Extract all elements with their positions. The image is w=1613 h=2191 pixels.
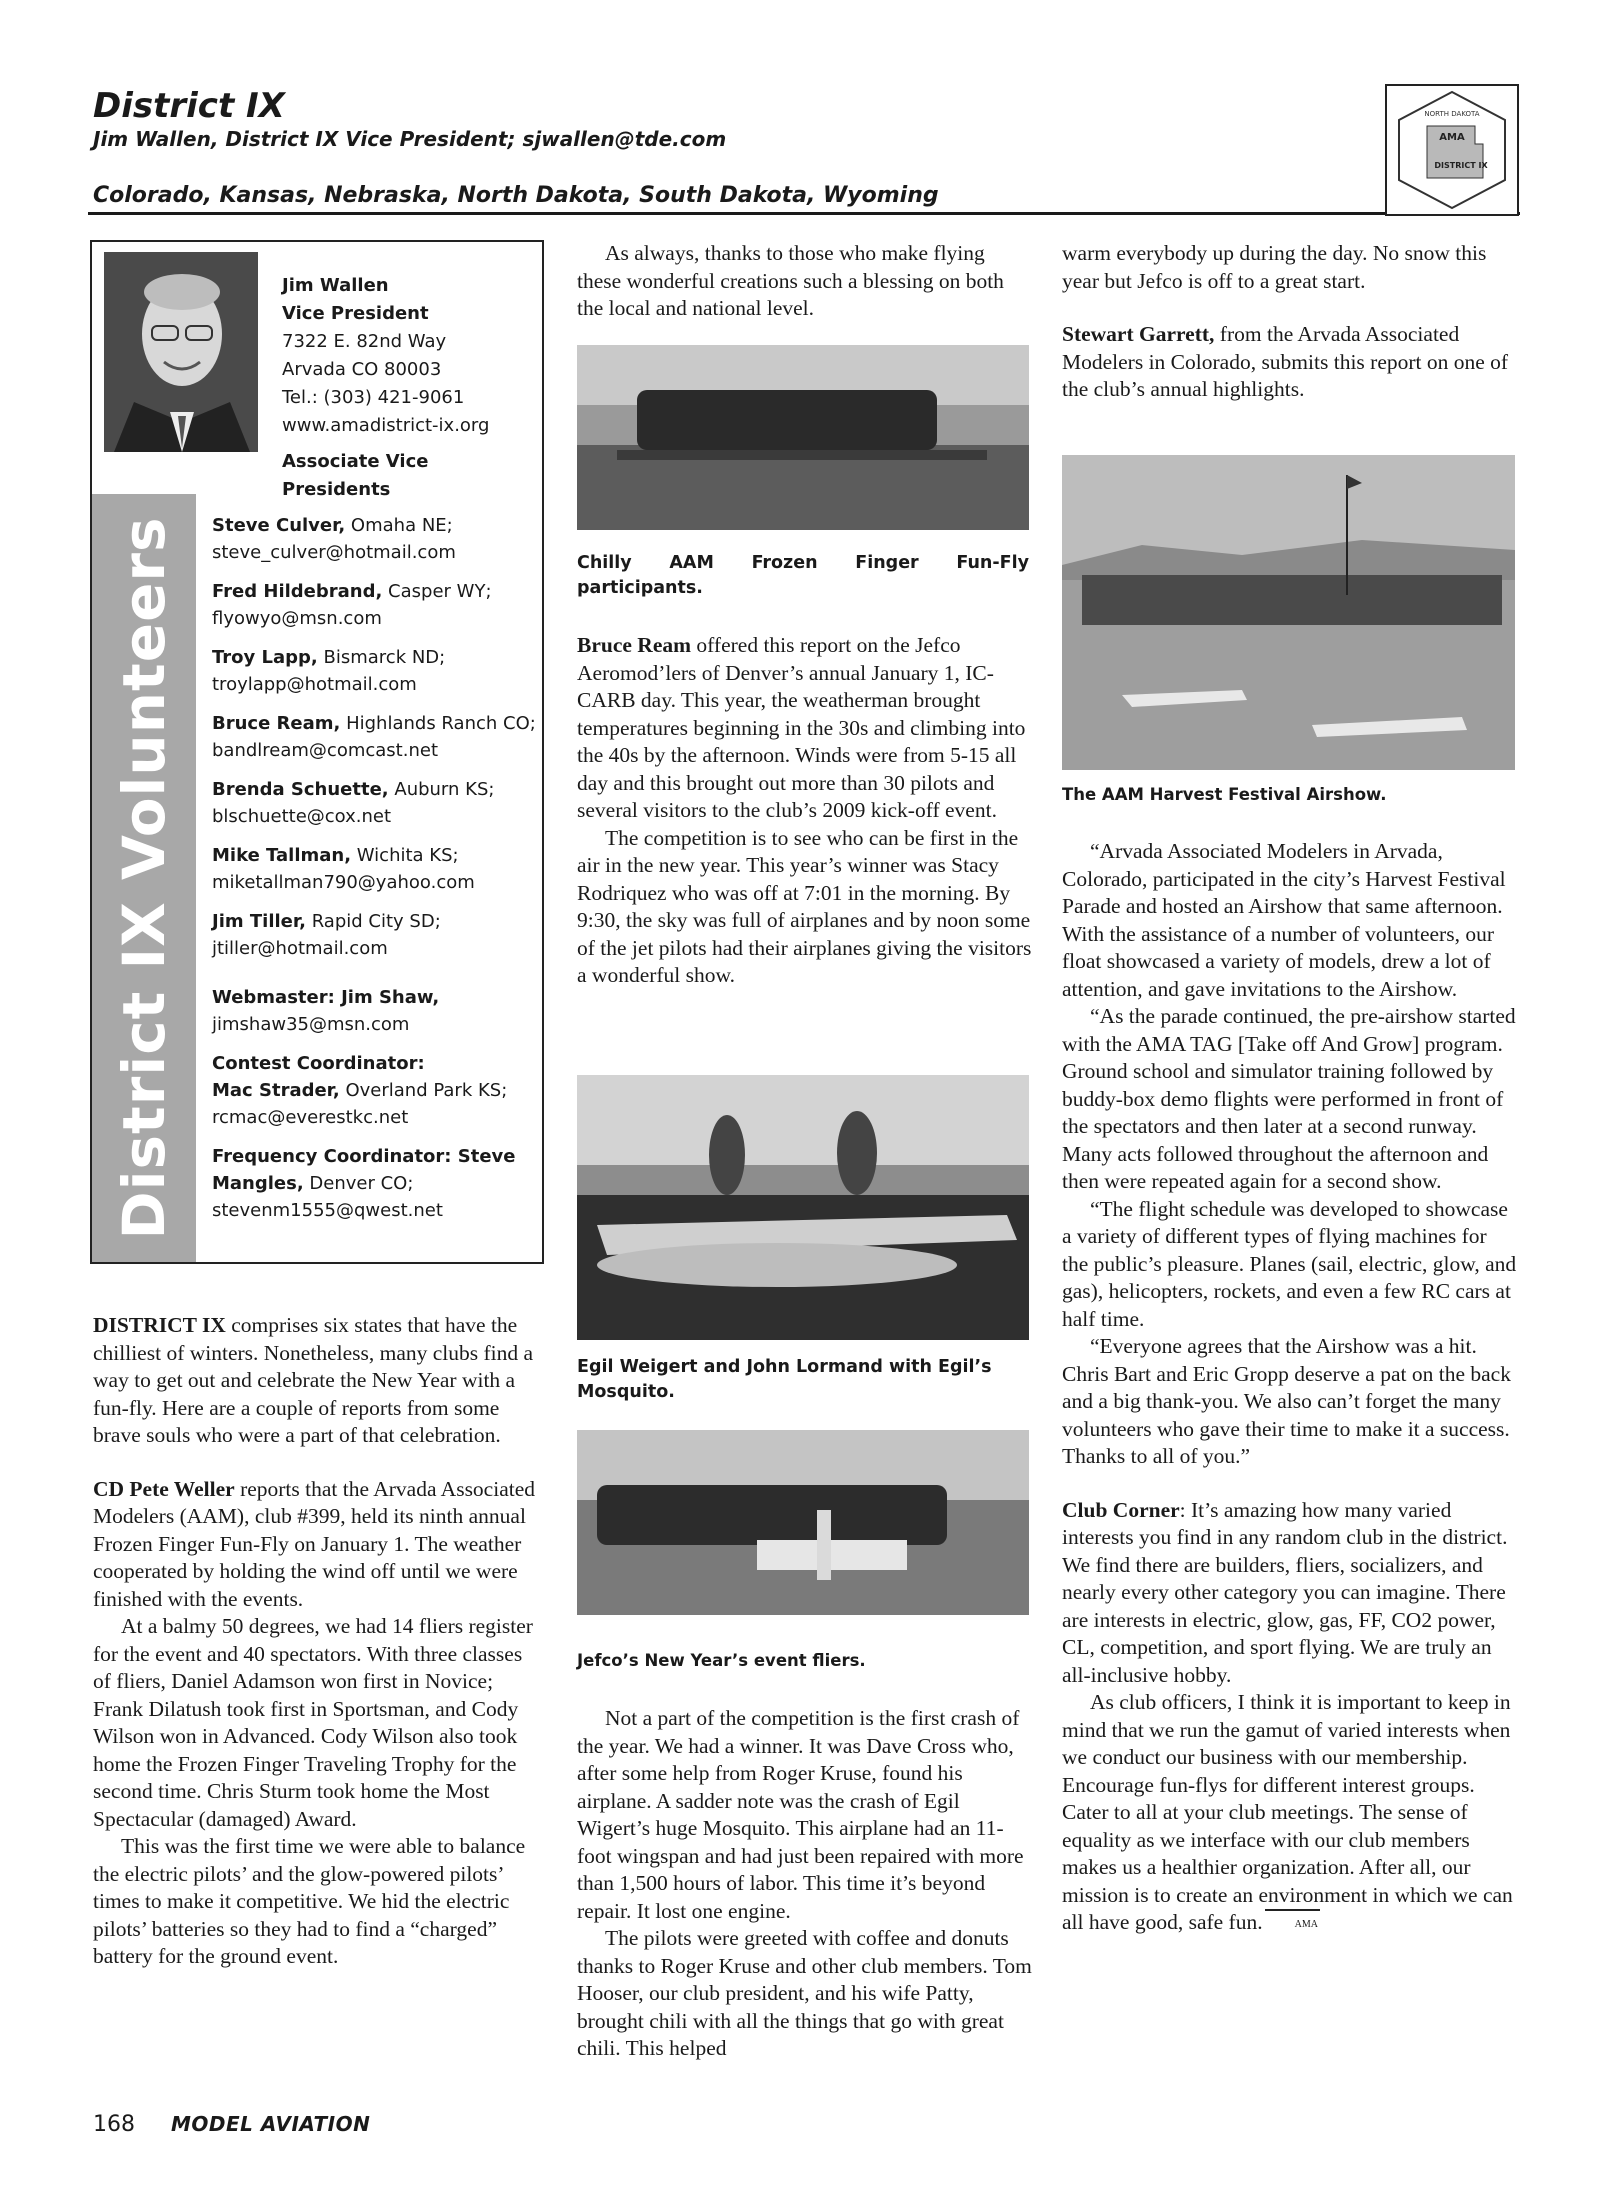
logo-top-text: NORTH DAKOTA — [1424, 110, 1480, 118]
volunteers-box — [90, 240, 544, 1264]
caption-jefco-fliers: Jefco’s New Year’s event fliers. — [577, 1651, 866, 1670]
vp-phone: Tel.: (303) 421-9061 — [282, 387, 465, 408]
paragraph — [93, 1476, 543, 1614]
paragraph — [1062, 321, 1517, 404]
caption-harvest-airshow: The AAM Harvest Festival Airshow. — [1062, 785, 1387, 804]
volunteer-entry — [212, 776, 537, 830]
district-map-logo-icon — [1387, 86, 1517, 214]
page-footer — [93, 2112, 370, 2137]
volunteer-name: Steve Culver, — [212, 515, 346, 536]
volunteers-sidebar-label: District IX Volunteers — [110, 516, 178, 1240]
volunteer-name: Jim Tiller, — [212, 911, 306, 932]
header-rule — [88, 212, 1378, 215]
paragraph: The competition is to see who can be first in the air in the new year. This year’s winner was Stacy Rodriquez who was off at 7:01 in the morning. By 9:30, the sky was full of airplanes and by noon some of the jet pilots had their airplanes giving the visitors a wonderful show. — [577, 825, 1032, 987]
column-2-intro — [577, 240, 1032, 323]
volunteer-entry — [212, 512, 537, 566]
volunteer-email-link[interactable]: miketallman790@yahoo.com — [212, 872, 475, 893]
caption-mosquito: Egil Weigert and John Lormand with Egil’s Mosquito. — [577, 1357, 992, 1402]
ama-end-mark-icon: AMA — [1265, 1909, 1320, 1939]
paragraph: “As the parade continued, the pre-airshow started with the AMA TAG [Take off And Grow] program. Ground school and simulator training followed by buddy-box demo flights were performed in front of the spectators and then later at a second runway. Many acts followed throughout the afternoon and then were repeated again for a second show. — [1062, 1004, 1516, 1193]
associate-vp-heading: Associate Vice Presidents — [282, 451, 429, 500]
frequency-coordinator-email-link[interactable]: stevenm1555@qwest.net — [212, 1200, 443, 1221]
webmaster-email-link[interactable]: jimshaw35@msn.com — [212, 1014, 410, 1035]
photo-mosquito — [577, 1075, 1029, 1340]
volunteer-list — [212, 512, 537, 1236]
volunteer-email-link[interactable]: bandlream@comcast.net — [212, 740, 439, 761]
paragraph-text: from the Arvada Associated Modelers in Colorado, submits this report on one of the club’s annual highlights. — [1062, 322, 1509, 401]
lead-in: CD Pete Weller — [93, 1476, 235, 1501]
contest-coordinator-label: Contest Coordinator: — [212, 1053, 425, 1074]
webmaster-entry — [212, 984, 537, 1038]
column-3-intro — [1062, 240, 1517, 404]
volunteer-location: Highlands Ranch CO; — [340, 713, 536, 734]
webmaster-label: Webmaster: Jim Shaw, — [212, 987, 440, 1008]
paragraph-text: reports that the Arvada Associated Modelers (AAM), club #399, held its ninth annual Frozen Finger Fun-Fly on January 1. The weather cooperated by holding the wind off until we were finished with the events. — [93, 1476, 536, 1611]
paragraph — [1062, 1689, 1517, 1939]
vp-name: Jim Wallen — [282, 275, 389, 296]
paragraph: “Arvada Associated Modelers in Arvada, Colorado, participated in the city’s Harvest Festival Parade and hosted an Airshow that same afternoon. With the assistance of a number of volunteers, our float showcased a variety of models, drew a lot of attention, and gave invitations to the Airshow. — [1062, 839, 1506, 1001]
vp-title: Vice President — [282, 303, 429, 324]
volunteer-location: Auburn KS; — [388, 779, 495, 800]
lead-in: Bruce Ream — [577, 633, 692, 657]
paragraph-text: offered this report on the Jefco Aeromod’lers of Denver’s annual January 1, IC-CARB day. This year, the weatherman brought temperatures beginning in the 30s and climbing into the 40s by the afternoon. Winds were from 5-15 all day and this brought out more than 30 pilots and several visitors to the club’s 2009 kick-off event. — [577, 633, 1026, 822]
volunteer-location: Casper WY; — [382, 581, 492, 602]
frequency-coordinator-label: Frequency Coordinator: Steve — [212, 1146, 516, 1167]
volunteer-entry — [212, 908, 537, 962]
volunteer-email-link[interactable]: steve_culver@hotmail.com — [212, 542, 456, 563]
paragraph: “The flight schedule was developed to showcase a variety of different types of flying machines for the public’s pleasure. Planes (sail, electric, glow, and gas), helicopters, rockets, and even a few RC cars at half time. — [1062, 1196, 1517, 1331]
volunteer-name: Brenda Schuette, — [212, 779, 389, 800]
frequency-coordinator-location: Denver CO; — [303, 1173, 414, 1194]
volunteer-name: Fred Hildebrand, — [212, 581, 383, 602]
lead-in: DISTRICT IX — [93, 1313, 226, 1337]
column-1-text — [93, 1312, 543, 1971]
paragraph — [577, 632, 1032, 825]
paragraph: “Everyone agrees that the Airshow was a hit. Chris Bart and Eric Gropp deserve a pat on the back and a big thank-you. We also can’t forget the many volunteers who gave their time to make it a success. Thanks to all of you.” — [1062, 1334, 1511, 1468]
caption-frozen-finger: Chilly AAM Frozen Finger Fun-Fly participants. — [577, 553, 1029, 598]
vp-address-line2: Arvada CO 80003 — [282, 359, 442, 380]
volunteers-sidebar — [92, 494, 196, 1262]
volunteer-location: Rapid City SD; — [305, 911, 441, 932]
district-logo — [1385, 84, 1519, 216]
page-number: 168 — [93, 2112, 135, 2137]
vice-president-photo — [104, 252, 258, 452]
airshow-photo-icon — [1062, 455, 1515, 770]
column-2-body-continued — [577, 1705, 1032, 2063]
logo-district-text: DISTRICT IX — [1434, 161, 1488, 170]
volunteer-name: Bruce Ream, — [212, 713, 341, 734]
paragraph: This was the first time we were able to balance the electric pilots’ and the glow-powered pilots’ times to make it competitive. We hid the electric pilots’ batteries so they had to find a “charged” battery for the ground event. — [93, 1834, 526, 1968]
group-photo-icon — [577, 345, 1029, 530]
paragraph: The pilots were greeted with coffee and donuts thanks to Roger Kruse and other club members. Tom Hooser, our club president, and his wife Patty, brought chili with all the things that go with great chili. This helped — [577, 1926, 1032, 2060]
photo-harvest-airshow — [1062, 455, 1515, 770]
lead-in: Club Corner — [1062, 1497, 1180, 1522]
volunteer-entry — [212, 842, 537, 896]
volunteer-email-link[interactable]: flyowyo@msn.com — [212, 608, 382, 629]
paragraph: As always, thanks to those who make flying these wonderful creations such a blessing on both the local and national level. — [577, 241, 1004, 320]
airplane-photo-icon — [577, 1075, 1029, 1340]
paragraph — [1062, 1497, 1517, 1690]
paragraph: At a balmy 50 degrees, we had 14 fliers register for the event and 40 spectators. With three classes of fliers, Daniel Adamson won first in Novice; Frank Dilatush took first in Sportsman, and Cody Wilson won in Advanced. Cody Wilson also took home the Frozen Finger Traveling Trophy for the second time. Chris Sturm took home the Most Spectacular (damaged) Award. — [93, 1614, 533, 1831]
volunteer-email-link[interactable]: troylapp@hotmail.com — [212, 674, 417, 695]
volunteer-entry — [212, 710, 537, 764]
logo-ama-text: AMA — [1439, 132, 1465, 143]
frequency-coordinator-entry — [212, 1143, 537, 1224]
paragraph: Not a part of the competition is the first crash of the year. We had a winner. It was Dave Cross who, after some help from Roger Kruse, found his airplane. A sadder note was the crash of Egil Wigert’s huge Mosquito. This airplane had an 11-foot wingspan and had just been repaired with more than 1,500 hours of labor. This time it’s beyond repair. It lost one engine. — [577, 1706, 1024, 1923]
volunteer-location: Omaha NE; — [345, 515, 453, 536]
contest-coordinator-email-link[interactable]: rcmac@everestkc.net — [212, 1107, 409, 1128]
volunteer-name: Troy Lapp, — [212, 647, 318, 668]
lead-in: Stewart Garrett, — [1062, 322, 1215, 346]
volunteer-email-link[interactable]: jtiller@hotmail.com — [212, 938, 388, 959]
page-title: District IX — [93, 86, 285, 126]
volunteer-entry — [212, 578, 537, 632]
paragraph — [93, 1312, 543, 1450]
district-states: Colorado, Kansas, Nebraska, North Dakota, South Dakota, Wyoming — [93, 183, 939, 208]
photo-jefco-fliers — [577, 1430, 1029, 1615]
magazine-name: MODEL AVIATION — [171, 2112, 371, 2136]
column-2-body — [577, 632, 1032, 990]
vice-president-line: Jim Wallen, District IX Vice President; sjwallen@tde.com — [93, 127, 727, 151]
frequency-coordinator-name: Mangles, — [212, 1173, 304, 1194]
volunteer-name: Mike Tallman, — [212, 845, 352, 866]
vp-address-line1: 7322 E. 82nd Way — [282, 331, 447, 352]
contest-coordinator-entry — [212, 1050, 537, 1131]
contest-coordinator-location: Overland Park KS; — [339, 1080, 508, 1101]
paragraph-text: As club officers, I think it is important to keep in mind that we run the gamut of varied interests when we conduct our business with our membership. Encourage fun-flys for different interest groups. Cater to all at your club meetings. The sense of equality as we interface with our club members makes us a healthier organization. After all, our mission is to create an environment in which we can all have good, safe fun. — [1062, 1690, 1513, 1934]
volunteer-location: Bismarck ND; — [317, 647, 446, 668]
portrait-icon — [104, 252, 258, 452]
vice-president-contact — [282, 272, 489, 504]
volunteer-entry — [212, 644, 537, 698]
vp-website-link[interactable]: www.amadistrict-ix.org — [282, 415, 490, 436]
volunteer-email-link[interactable]: blschuette@cox.net — [212, 806, 392, 827]
paragraph-text: comprises six states that have the chilliest of winters. Nonetheless, many clubs find a way to get out and celebrate the New Year with a fun-fly. Here are a couple of reports from some brave souls who were a part of that celebration. — [93, 1313, 534, 1447]
group-photo-icon — [577, 1430, 1029, 1615]
paragraph: warm everybody up during the day. No snow this year but Jefco is off to a great start. — [1062, 241, 1487, 293]
photo-frozen-finger-group — [577, 345, 1029, 530]
volunteer-location: Wichita KS; — [351, 845, 459, 866]
paragraph-text: : It’s amazing how many varied interests you find in any random club in the district. We find there are builders, fliers, socializers, and nearly every other category you can imagine. There are interests in electric, glow, gas, FF, CO2 power, CL, competition, and sport flying. We are truly an all-inclusive hobby. — [1062, 1497, 1508, 1687]
column-3-body — [1062, 838, 1517, 1939]
contest-coordinator-name: Mac Strader, — [212, 1080, 340, 1101]
